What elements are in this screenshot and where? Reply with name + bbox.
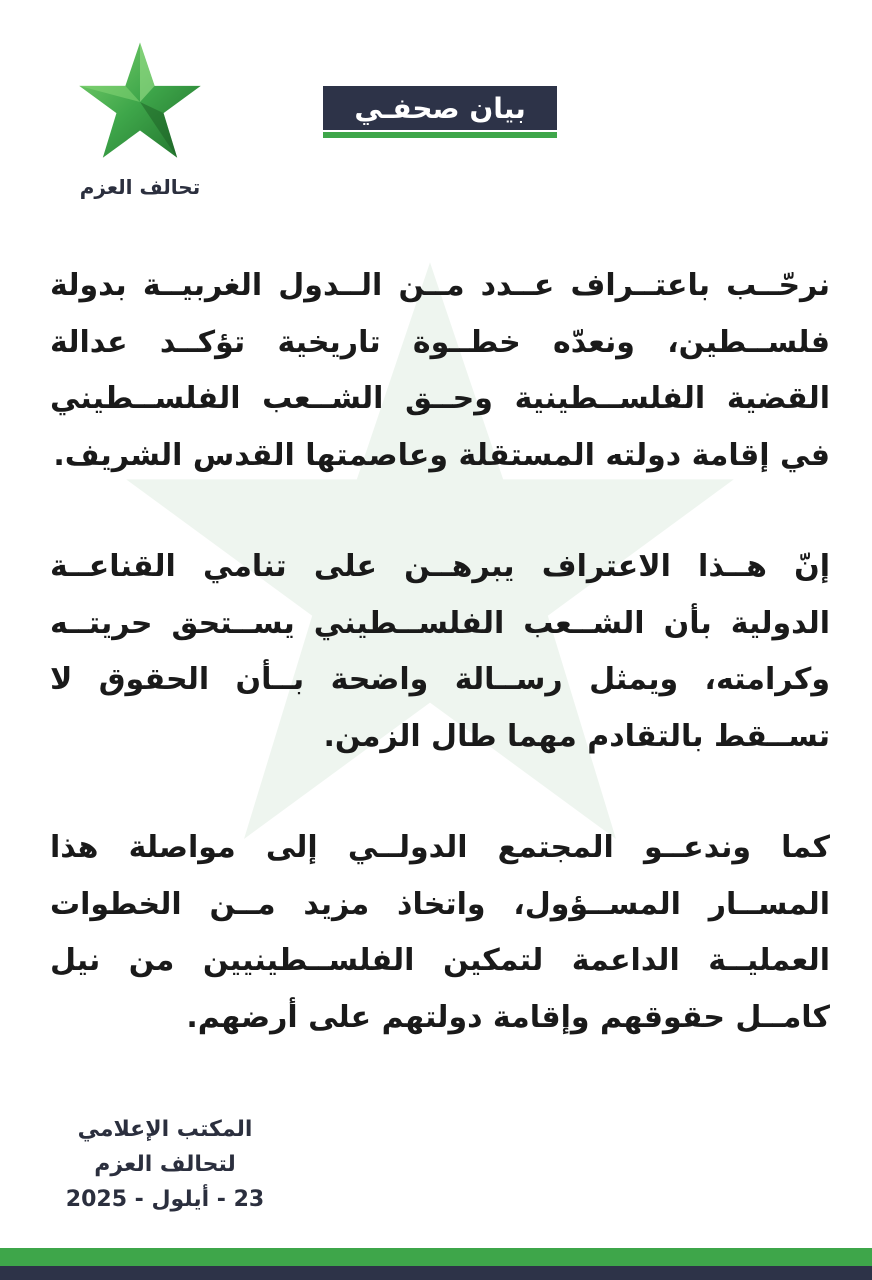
green-star-icon: [78, 40, 202, 164]
signature-date: 23 - أيلول - 2025: [65, 1187, 265, 1212]
statement-body: [50, 258, 830, 1101]
footer-green-bar: [0, 1248, 872, 1266]
footer-navy-bar: [0, 1266, 872, 1280]
logo: [70, 40, 210, 210]
logo-text: تحالف العزم: [79, 175, 201, 199]
paragraph: إنّ هــذا الاعتراف يبرهــن على تنامي القناعــة الدولية بأن الشــعب الفلســطيني يســتحق حريتــه وكرامته، ويمثل رســالة واضحة بــأن الحقوق لا تســقط بالتقادم مهما طال الزمن.: [50, 549, 830, 754]
title-underline: [323, 132, 557, 138]
signature-block: [60, 1112, 270, 1217]
signature-office: المكتب الإعلامي: [77, 1117, 253, 1142]
page-title: بيان صحفـي: [323, 86, 557, 130]
paragraph: كما وندعــو المجتمع الدولــي إلى مواصلة هذا المســار المســؤول، واتخاذ مزيد مــن الخطوات العمليــة الداعمة لتمكين الفلســطينيين من نيل كامــل حقوقهم وإقامة دولتهم على أرضهم.: [50, 830, 830, 1035]
signature-org: لتحالف العزم: [94, 1152, 236, 1177]
paragraph: نرحّــب باعتــراف عــدد مــن الــدول الغربيــة بدولة فلســطين، ونعدّه خطــوة تاريخية تؤكــد عدالة القضية الفلســطينية وحــق الشــعب الفلســطيني في إقامة دولته المستقلة وعاصمتها القدس الشريف.: [50, 268, 830, 473]
